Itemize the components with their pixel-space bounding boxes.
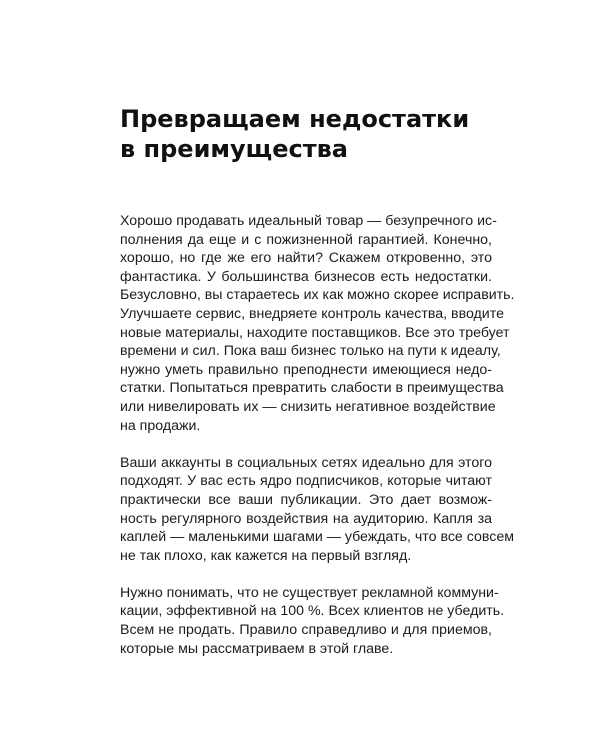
text-line: кации, эффективной на 100 %. Всех клиентов не убедить. <box>120 603 505 620</box>
body-text <box>120 212 515 677</box>
paragraph-3 <box>120 584 505 658</box>
text-line: статки. Попытаться превратить слабости в преимущества <box>120 380 504 397</box>
text-line: времени и сил. Пока ваш бизнес только на пути к идеалу, <box>120 343 501 360</box>
text-line: новые материалы, находите поставщиков. Все это требует <box>120 324 510 341</box>
text-line: Ваши аккаунты в социальных сетях идеально для этого <box>120 454 492 471</box>
text-line: подходят. У вас есть ядро подписчиков, которые читают <box>120 473 492 490</box>
text-line: практически все ваши публикации. Это дает возмож- <box>120 491 492 508</box>
paragraph-1 <box>120 212 515 435</box>
text-line: Хорошо продавать идеальный товар — безупречного ис- <box>120 213 497 229</box>
chapter-title-line-1: Превращаем недостатки <box>120 105 470 133</box>
text-line: на продажи. <box>120 417 201 434</box>
text-line: которые мы рассматриваем в этой главе. <box>120 640 394 657</box>
text-line: Нужно понимать, что не существует рекламной коммуни- <box>120 584 499 601</box>
text-line: нужно уметь правильно преподнести имеющиеся недо- <box>120 361 492 378</box>
text-line: Безусловно, вы стараетесь их как можно скорее исправить. <box>120 287 515 304</box>
text-line: Всем не продать. Правило справедливо и для приемов, <box>120 622 492 639</box>
text-line: фантастика. У большинства бизнесов есть недостатки. <box>120 268 492 285</box>
chapter-title-line-2: в преимущества <box>120 135 348 163</box>
text-line: ность регулярного воздействия на аудиторию. Капля за <box>120 510 492 527</box>
paragraph-2 <box>120 454 515 566</box>
text-line: хорошо, но где же его найти? Скажем откровенно, это <box>120 250 492 267</box>
text-line: каплей — маленькими шагами — убеждать, что все совсем <box>120 529 515 546</box>
text-line: Улучшаете сервис, внедряете контроль качества, вводите <box>120 305 504 322</box>
text-line: полнения да еще и с пожизненной гарантией. Конечно, <box>120 231 492 248</box>
text-line: или нивелировать их — снизить негативное воздействие <box>120 398 496 415</box>
chapter-title <box>120 104 520 164</box>
text-line: не так плохо, как кажется на первый взгляд. <box>120 547 412 564</box>
